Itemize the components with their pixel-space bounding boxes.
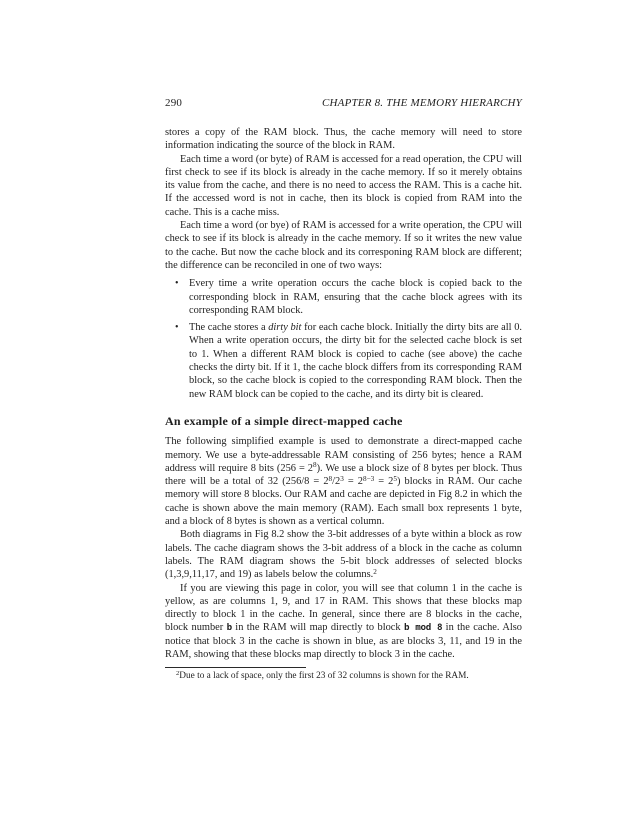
superscript: 8−3 (362, 474, 375, 483)
section-heading: An example of a simple direct-mapped cache (165, 413, 403, 428)
superscript: 5 (393, 474, 397, 483)
paragraph-intro: stores a copy of the RAM block. Thus, the cache memory will need to store information indicating the source of the block in RAM. (165, 127, 522, 152)
superscript: 8 (313, 461, 317, 470)
paragraph-read-operation: Each time a word (or byte) of RAM is accessed for a read operation, the CPU will first check to see if its block is already in the cache memory. If so it merely obtains its value from the cache, and there is no need to access the RAM. This is a cache hit. If the accessed word is not in cache, then its block is copied from RAM into the cache. This is a cache miss. (165, 153, 522, 218)
footnote-rule (165, 667, 306, 668)
superscript: 8 (328, 474, 333, 483)
footnote (165, 671, 522, 683)
bullet-text: The cache stores a dirty bit for each cache block. Initially the dirty bits are all 0. When a write operation occurs, the dirty bit for the selected cache block is set to 1. When a different RAM block is copied to cache (see above) the cache checks the dirty bit. If it 1, the cache block differs from its corresponding RAM block, so the cache block is copied to the corresponding RAM block. Then the new RAM block can be copied to the cache, and its dirty bit is cleared. (189, 322, 522, 400)
chapter-header: CHAPTER 8. THE MEMORY HIERARCHY (321, 97, 522, 109)
footnote-text: Due to a lack of space, only the first 23 of 32 columns is shown for the RAM. (179, 671, 469, 682)
footnote-reference: 2 (373, 567, 377, 576)
footnote-marker: 2 (176, 670, 180, 678)
running-head (165, 97, 522, 109)
bullet-icon: • (175, 278, 179, 290)
paragraph-color-mapping: If you are viewing this page in color, you will see that column 1 in the cache is yellow, as are columns 1, 9, and 17 in RAM. This shows that these blocks map directly to block 1 in the cache. In general, since there are 8 blocks in the cache, block number b in the RAM will map directly to block b mod 8 in the cache. Also notice that block 3 in the cache is shown in blue, as are blocks 3, 11, and 19 in the RAM, showing that these blocks map directly to block 3 in the cache. (165, 582, 522, 660)
code-b-mod-8: b mod 8 (404, 622, 443, 634)
bullet-text: Every time a write operation occurs the cache block is copied back to the corresponding block in RAM, ensuring that the cache block agrees with its corresponding RAM block. (189, 278, 522, 316)
list-item (165, 277, 522, 317)
code-b: b (226, 622, 232, 634)
emphasis-dirty-bit: dirty bit (268, 322, 302, 334)
body-text (165, 126, 522, 683)
superscript: 3 (340, 474, 344, 483)
bullet-icon: • (175, 322, 179, 334)
paragraph-write-operation: Each time a word (or bye) of RAM is accessed for a write operation, the CPU will check to see if its block is already in the cache memory. If so it writes the new value to the cache. But now the cache block and its corresponing RAM block are different; the difference can be reconciled in one of two ways: (165, 220, 522, 271)
list-item (165, 321, 522, 401)
text-column (165, 97, 522, 683)
page-number: 290 (165, 97, 183, 109)
bullet-list (165, 277, 522, 401)
paragraph-example-setup: The following simplified example is used to demonstrate a direct-mapped cache memory. We use a byte-addressable RAM consisting of 256 bytes; hence a RAM address will require 8 bits $(256 = 2^8)$. We use a block size of 8 bytes per block. Thus there will be a total of 32 $(256/8 = 2^8/2^3 = 2^{8-3} = 2^5)$ blocks in RAM. Our cache memory will store 8 blocks. Our RAM and cache are depicted in Fig 8.2 in which the cache is shown above the main memory (RAM). Each small box represents 1 byte, and a block of 8 bytes is shown as a vertical column. (165, 436, 522, 528)
paragraph-diagram-labels: Both diagrams in Fig 8.2 show the 3-bit addresses of a byte within a block as row labels. The cache diagram shows the 3-bit address of a block in the cache as column labels. The RAM diagram shows the 5-bit block addresses of selected blocks (1,3,9,11,17, and 19) as labels below the columns.$^2$ (165, 529, 522, 581)
